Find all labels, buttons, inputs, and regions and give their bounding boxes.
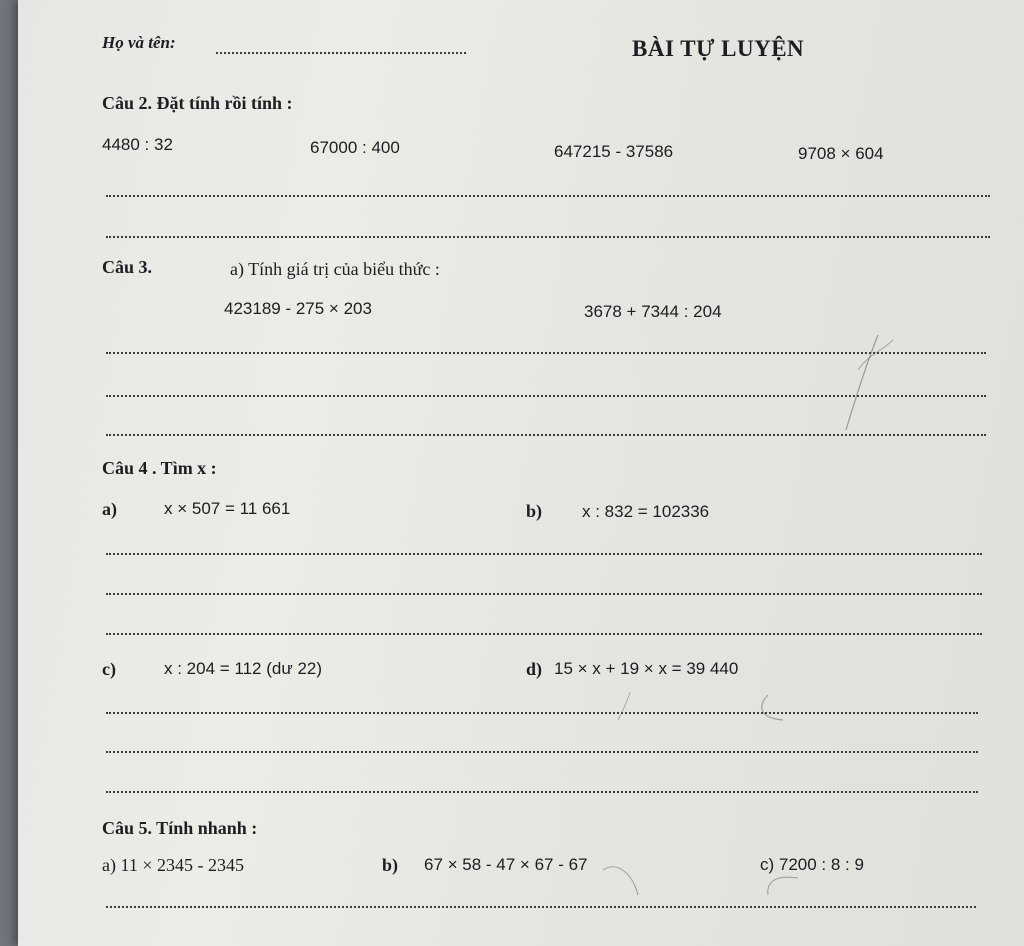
question-5-label: Câu 5. Tính nhanh :	[102, 818, 258, 838]
q5-c-expression: c) 7200 : 8 : 9	[760, 855, 864, 874]
q5-answer-line-1	[106, 906, 976, 908]
name-answer-line	[216, 52, 466, 54]
q2-expression-2: 67000 : 400	[310, 138, 400, 157]
name-label: Họ và tên:	[102, 33, 176, 52]
q2-expression-3: 647215 - 37586	[554, 142, 674, 161]
q5-b-label: b)	[382, 855, 399, 875]
q4-ab-answer-line-1	[106, 553, 982, 555]
q4-c-label: c)	[102, 659, 116, 679]
q4-d-expression: 15 × x + 19 × x = 39 440	[554, 659, 739, 678]
q4-cd-answer-line-3	[106, 791, 978, 793]
question-2-label: Câu 2. Đặt tính rồi tính :	[102, 93, 293, 113]
question-4-label: Câu 4 . Tìm x :	[102, 458, 217, 478]
q2-expression-4: 9708 × 604	[798, 144, 884, 163]
pencil-scribble	[838, 330, 898, 440]
q4-ab-answer-line-2	[106, 593, 982, 595]
q3-expression-2: 3678 + 7344 : 204	[584, 302, 722, 321]
q2-answer-line-1	[106, 195, 990, 197]
q4-d-label: d)	[526, 659, 543, 679]
q4-c-expression: x : 204 = 112 (dư 22)	[164, 659, 323, 678]
worksheet-page	[18, 0, 1024, 946]
q5-a-expression: a) 11 × 2345 - 2345	[102, 855, 244, 875]
q3-expression-1: 423189 - 275 × 203	[224, 299, 372, 318]
question-3-label: Câu 3.	[102, 257, 153, 277]
q4-b-label: b)	[526, 501, 543, 521]
pencil-scribble	[608, 690, 808, 740]
q4-cd-answer-line-2	[106, 751, 978, 753]
q2-expression-1: 4480 : 32	[102, 135, 173, 154]
q4-a-label: a)	[102, 499, 117, 519]
q2-answer-line-2	[106, 236, 990, 238]
q4-cd-answer-line-1	[106, 712, 978, 714]
pencil-scribble	[598, 850, 818, 900]
q5-b-expression: 67 × 58 - 47 × 67 - 67	[424, 855, 588, 874]
q4-a-expression: x × 507 = 11 661	[164, 499, 291, 518]
page-title: BÀI TỰ LUYỆN	[632, 36, 805, 61]
q3-part-a-label: a) Tính giá trị của biểu thức :	[230, 259, 440, 279]
q4-b-expression: x : 832 = 102336	[582, 502, 710, 521]
q4-ab-answer-line-3	[106, 633, 982, 635]
